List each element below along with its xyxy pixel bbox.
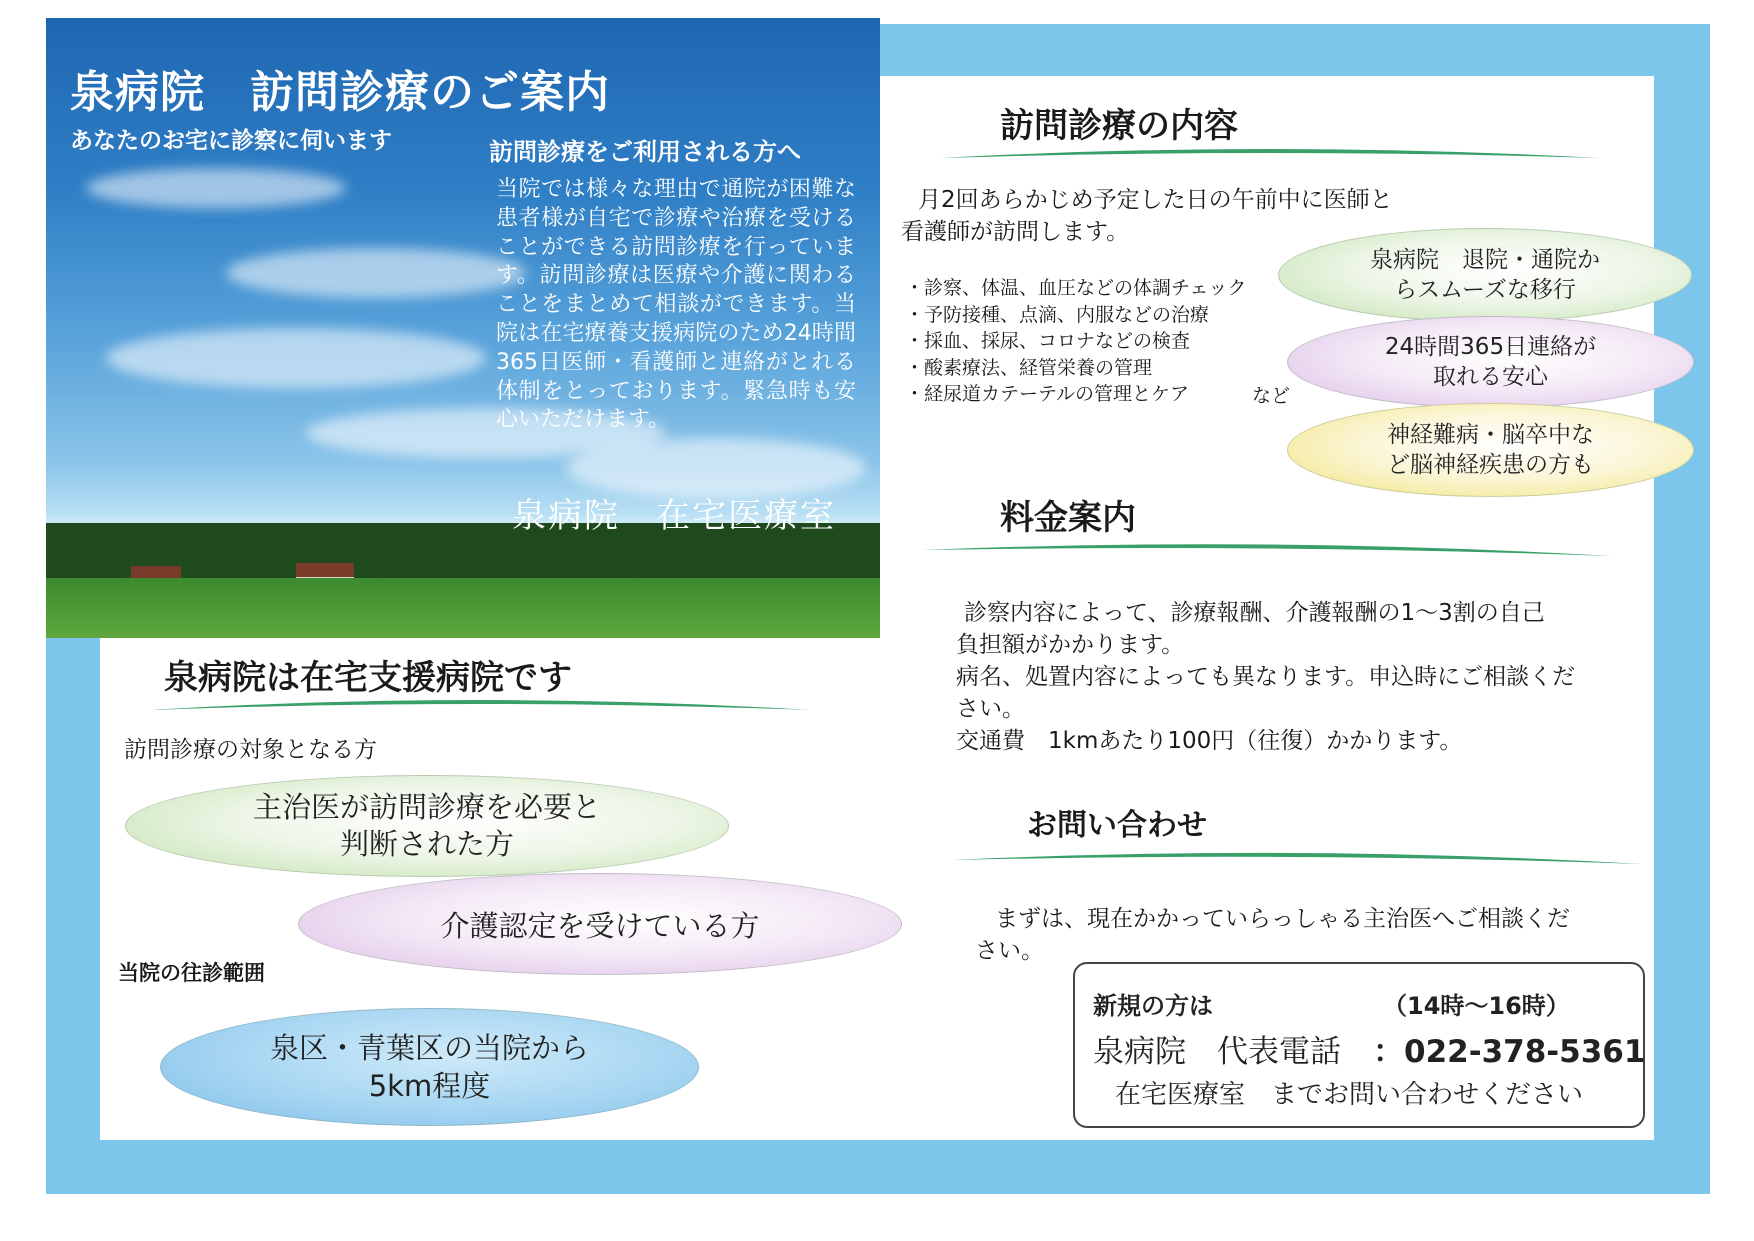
- pill-text: 5km程度: [368, 1069, 491, 1103]
- range-pill: [160, 1008, 699, 1126]
- list-item: ・採血、採尿、コロナなどの検査: [905, 330, 1191, 352]
- list-item: ・診察、体温、血圧などの体調チェック: [905, 277, 1247, 299]
- target-label: 訪問診療の対象となる方: [124, 737, 377, 763]
- inquiry-line: まずは、現在かかっていらっしゃる主治医へご相談くだ: [995, 906, 1570, 932]
- pill-text: ど脳神経疾患の方も: [1387, 452, 1594, 478]
- page-title: 泉病院 訪問診療のご案内: [70, 67, 610, 118]
- fees-heading: 料金案内: [1000, 498, 1136, 538]
- fees-line: 交通費 1kmあたり100円（往復）かかります。: [956, 728, 1463, 754]
- fees-line: 負担額がかかります。: [956, 632, 1185, 658]
- list-item: ・経尿道カテーテルの管理とケア: [905, 383, 1190, 405]
- contact-dept: 在宅医療室 までお問い合わせください: [1115, 1080, 1584, 1110]
- list-item: ・酸素療法、経管栄養の管理: [905, 356, 1153, 379]
- cloud: [106, 328, 486, 388]
- inquiry-line: さい。: [975, 938, 1044, 964]
- green-field: [46, 578, 880, 638]
- contact-new-label: 新規の方は: [1093, 992, 1213, 1020]
- contact-phone[interactable]: ：022-378-5361: [1373, 1034, 1646, 1070]
- support-heading: 泉病院は在宅支援病院です: [164, 658, 572, 698]
- cloud: [226, 248, 526, 298]
- target-pill-care: [298, 873, 902, 975]
- swoosh-divider: [150, 688, 810, 718]
- feature-pill-neuro: [1287, 403, 1694, 497]
- intro-body: 当院では様々な理由で通院が困難な患者様が自宅で診療や治療を受けることができる訪問診療を行っています。訪問診療は医療や介護に関わることをまとめて相談ができます。当院は在宅療養支援病院のため24時間365日医師・看護師と連絡がとれる体制をとっております。緊急時も安心いただけます。: [496, 177, 856, 433]
- hero-image: [46, 18, 880, 638]
- fees-line: 病名、処置内容によっても異なります。申込時にご相談くだ: [956, 664, 1576, 690]
- feature-pill-transition: [1278, 228, 1692, 322]
- pill-text: 神経難病・脳卒中な: [1387, 422, 1594, 448]
- swoosh-divider: [940, 140, 1600, 170]
- pill-text: らスムーズな移行: [1394, 277, 1576, 303]
- pill-text: 泉病院 退院・通院か: [1370, 247, 1600, 273]
- cloud: [86, 168, 346, 208]
- hero-subtitle: あなたのお宅に診察に伺います: [70, 128, 392, 154]
- intro-heading: 訪問診療をご利用される方へ: [489, 138, 801, 166]
- service-list: [905, 275, 1246, 408]
- swoosh-divider: [922, 540, 1612, 570]
- hero-signature: 泉病院 在宅医療室: [512, 496, 836, 536]
- range-label: 当院の往診範囲: [118, 961, 265, 985]
- content-intro-line: 看護師が訪問します。: [901, 219, 1130, 245]
- fees-line: さい。: [956, 696, 1025, 722]
- pill-text: 取れる安心: [1432, 364, 1548, 390]
- content-intro-line: 月2回あらかじめ予定した日の午前中に医師と: [918, 187, 1393, 213]
- contact-hours: （14時～16時）: [1383, 992, 1570, 1020]
- pill-text: 介護認定を受けている方: [440, 908, 760, 943]
- content-heading: 訪問診療の内容: [1000, 106, 1238, 146]
- feature-pill-24h: [1287, 316, 1694, 408]
- barn: [296, 563, 354, 577]
- pill-text: 泉区・青葉区の当院から: [269, 1031, 589, 1065]
- inquiry-heading: お問い合わせ: [1027, 808, 1207, 843]
- swoosh-divider: [952, 846, 1642, 876]
- fees-line: 診察内容によって、診療報酬、介護報酬の1～3割の自己: [964, 600, 1545, 626]
- contact-box: [1073, 962, 1645, 1128]
- target-pill-doctor: [125, 775, 729, 877]
- pill-text: 24時間365日連絡が: [1384, 334, 1597, 360]
- pill-text: 判断された方: [339, 827, 514, 861]
- contact-hospital: 泉病院 代表電話: [1093, 1034, 1341, 1070]
- list-item: ・予防接種、点滴、内服などの治療: [905, 303, 1210, 326]
- list-suffix: など: [1252, 385, 1291, 407]
- pill-text: 主治医が訪問診療を必要と: [252, 790, 601, 824]
